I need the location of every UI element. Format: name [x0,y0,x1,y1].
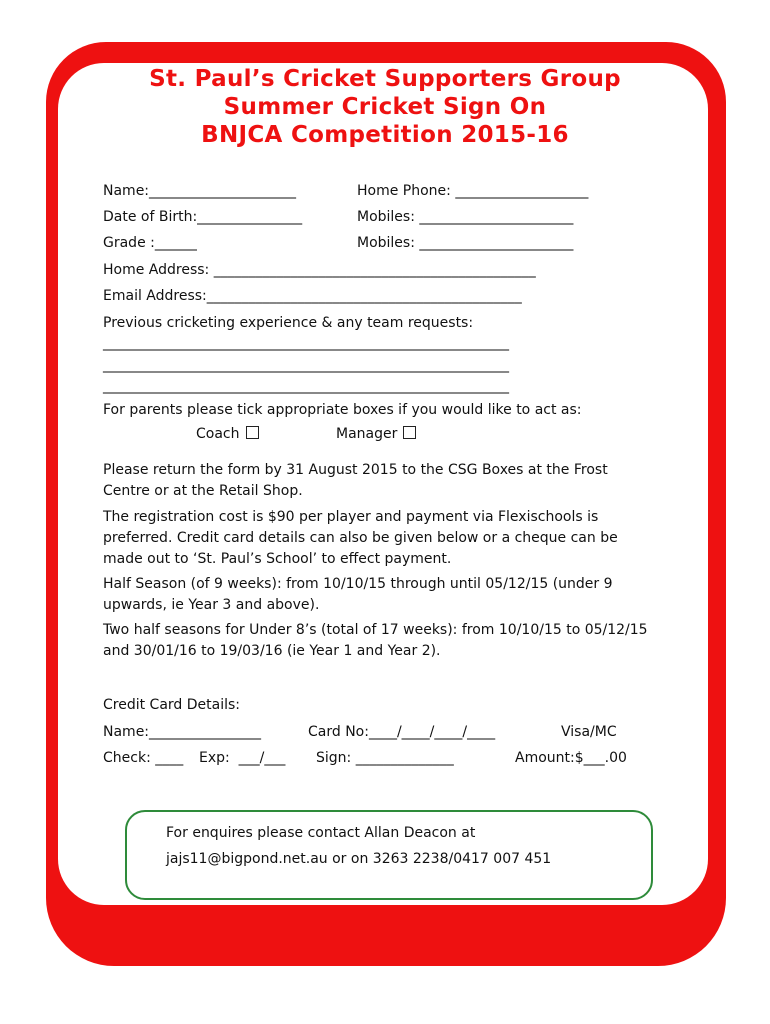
half-season-info: Half Season (of 9 weeks): from 10/10/15 through until 05/12/15 (under 9 upwards, ie Year 3 and above). [103,576,613,613]
amount-field[interactable]: Amount:$___.00 [515,750,627,766]
contact-box [125,810,653,900]
contact-line-2: jajs11@bigpond.net.au or on 3263 2238/0417 007 451 [166,851,552,867]
card-number-field[interactable]: Card No:____/____/____/____ [308,724,496,740]
experience-line-3[interactable]: __________________________________________________________ [103,378,509,394]
title-line-2: Summer Cricket Sign On [223,94,547,120]
manager-label: Manager [336,426,398,442]
return-info: Please return the form by 31 August 2015 to the CSG Boxes at the Frost Centre or at the Retail Shop. [103,462,608,499]
name-field[interactable]: Name:_____________________ [103,183,297,199]
cost-info: The registration cost is $90 per player and payment via Flexischools is preferred. Credit card details can also be given below or a cheque can be made out to ‘St. Paul’s School’ to effect payment. [103,509,618,567]
manager-checkbox[interactable] [403,426,416,439]
two-half-seasons-info: Two half seasons for Under 8’s (total of 17 weeks): from 10/10/15 to 05/12/15 and 30/01/16 to 19/03/16 (ie Year 1 and Year 2). [103,622,648,659]
home-address-field[interactable]: Home Address: ______________________________________________ [103,262,536,278]
mobiles-field-2[interactable]: Mobiles: ______________________ [357,235,574,251]
contact-line-1: For enquires please contact Allan Deacon at [166,825,476,841]
title-line-1: St. Paul’s Cricket Supporters Group [149,66,621,92]
credit-card-heading: Credit Card Details: [103,697,241,713]
home-phone-field[interactable]: Home Phone: ___________________ [357,183,589,199]
signature-field[interactable]: Sign: ______________ [316,750,454,766]
visa-mc-label: Visa/MC [561,724,617,740]
mobiles-field-1[interactable]: Mobiles: ______________________ [357,209,574,225]
experience-line-1[interactable]: __________________________________________________________ [103,335,509,351]
coach-checkbox[interactable] [246,426,259,439]
dob-field[interactable]: Date of Birth:_______________ [103,209,303,225]
coach-option[interactable] [196,425,259,443]
email-address-field[interactable]: Email Address:_____________________________________________ [103,288,522,304]
experience-label: Previous cricketing experience & any team requests: [103,315,474,331]
cc-name-field[interactable]: Name:________________ [103,724,262,740]
parents-prompt: For parents please tick appropriate boxes if you would like to act as: [103,402,582,418]
experience-line-2[interactable]: __________________________________________________________ [103,357,509,373]
title-line-3: BNJCA Competition 2015-16 [201,122,569,148]
grade-field[interactable]: Grade :______ [103,235,197,251]
check-field[interactable]: Check: ____ [103,750,184,766]
coach-label: Coach [196,426,240,442]
expiry-field[interactable]: Exp: ___/___ [199,750,286,766]
manager-option[interactable] [336,425,416,443]
